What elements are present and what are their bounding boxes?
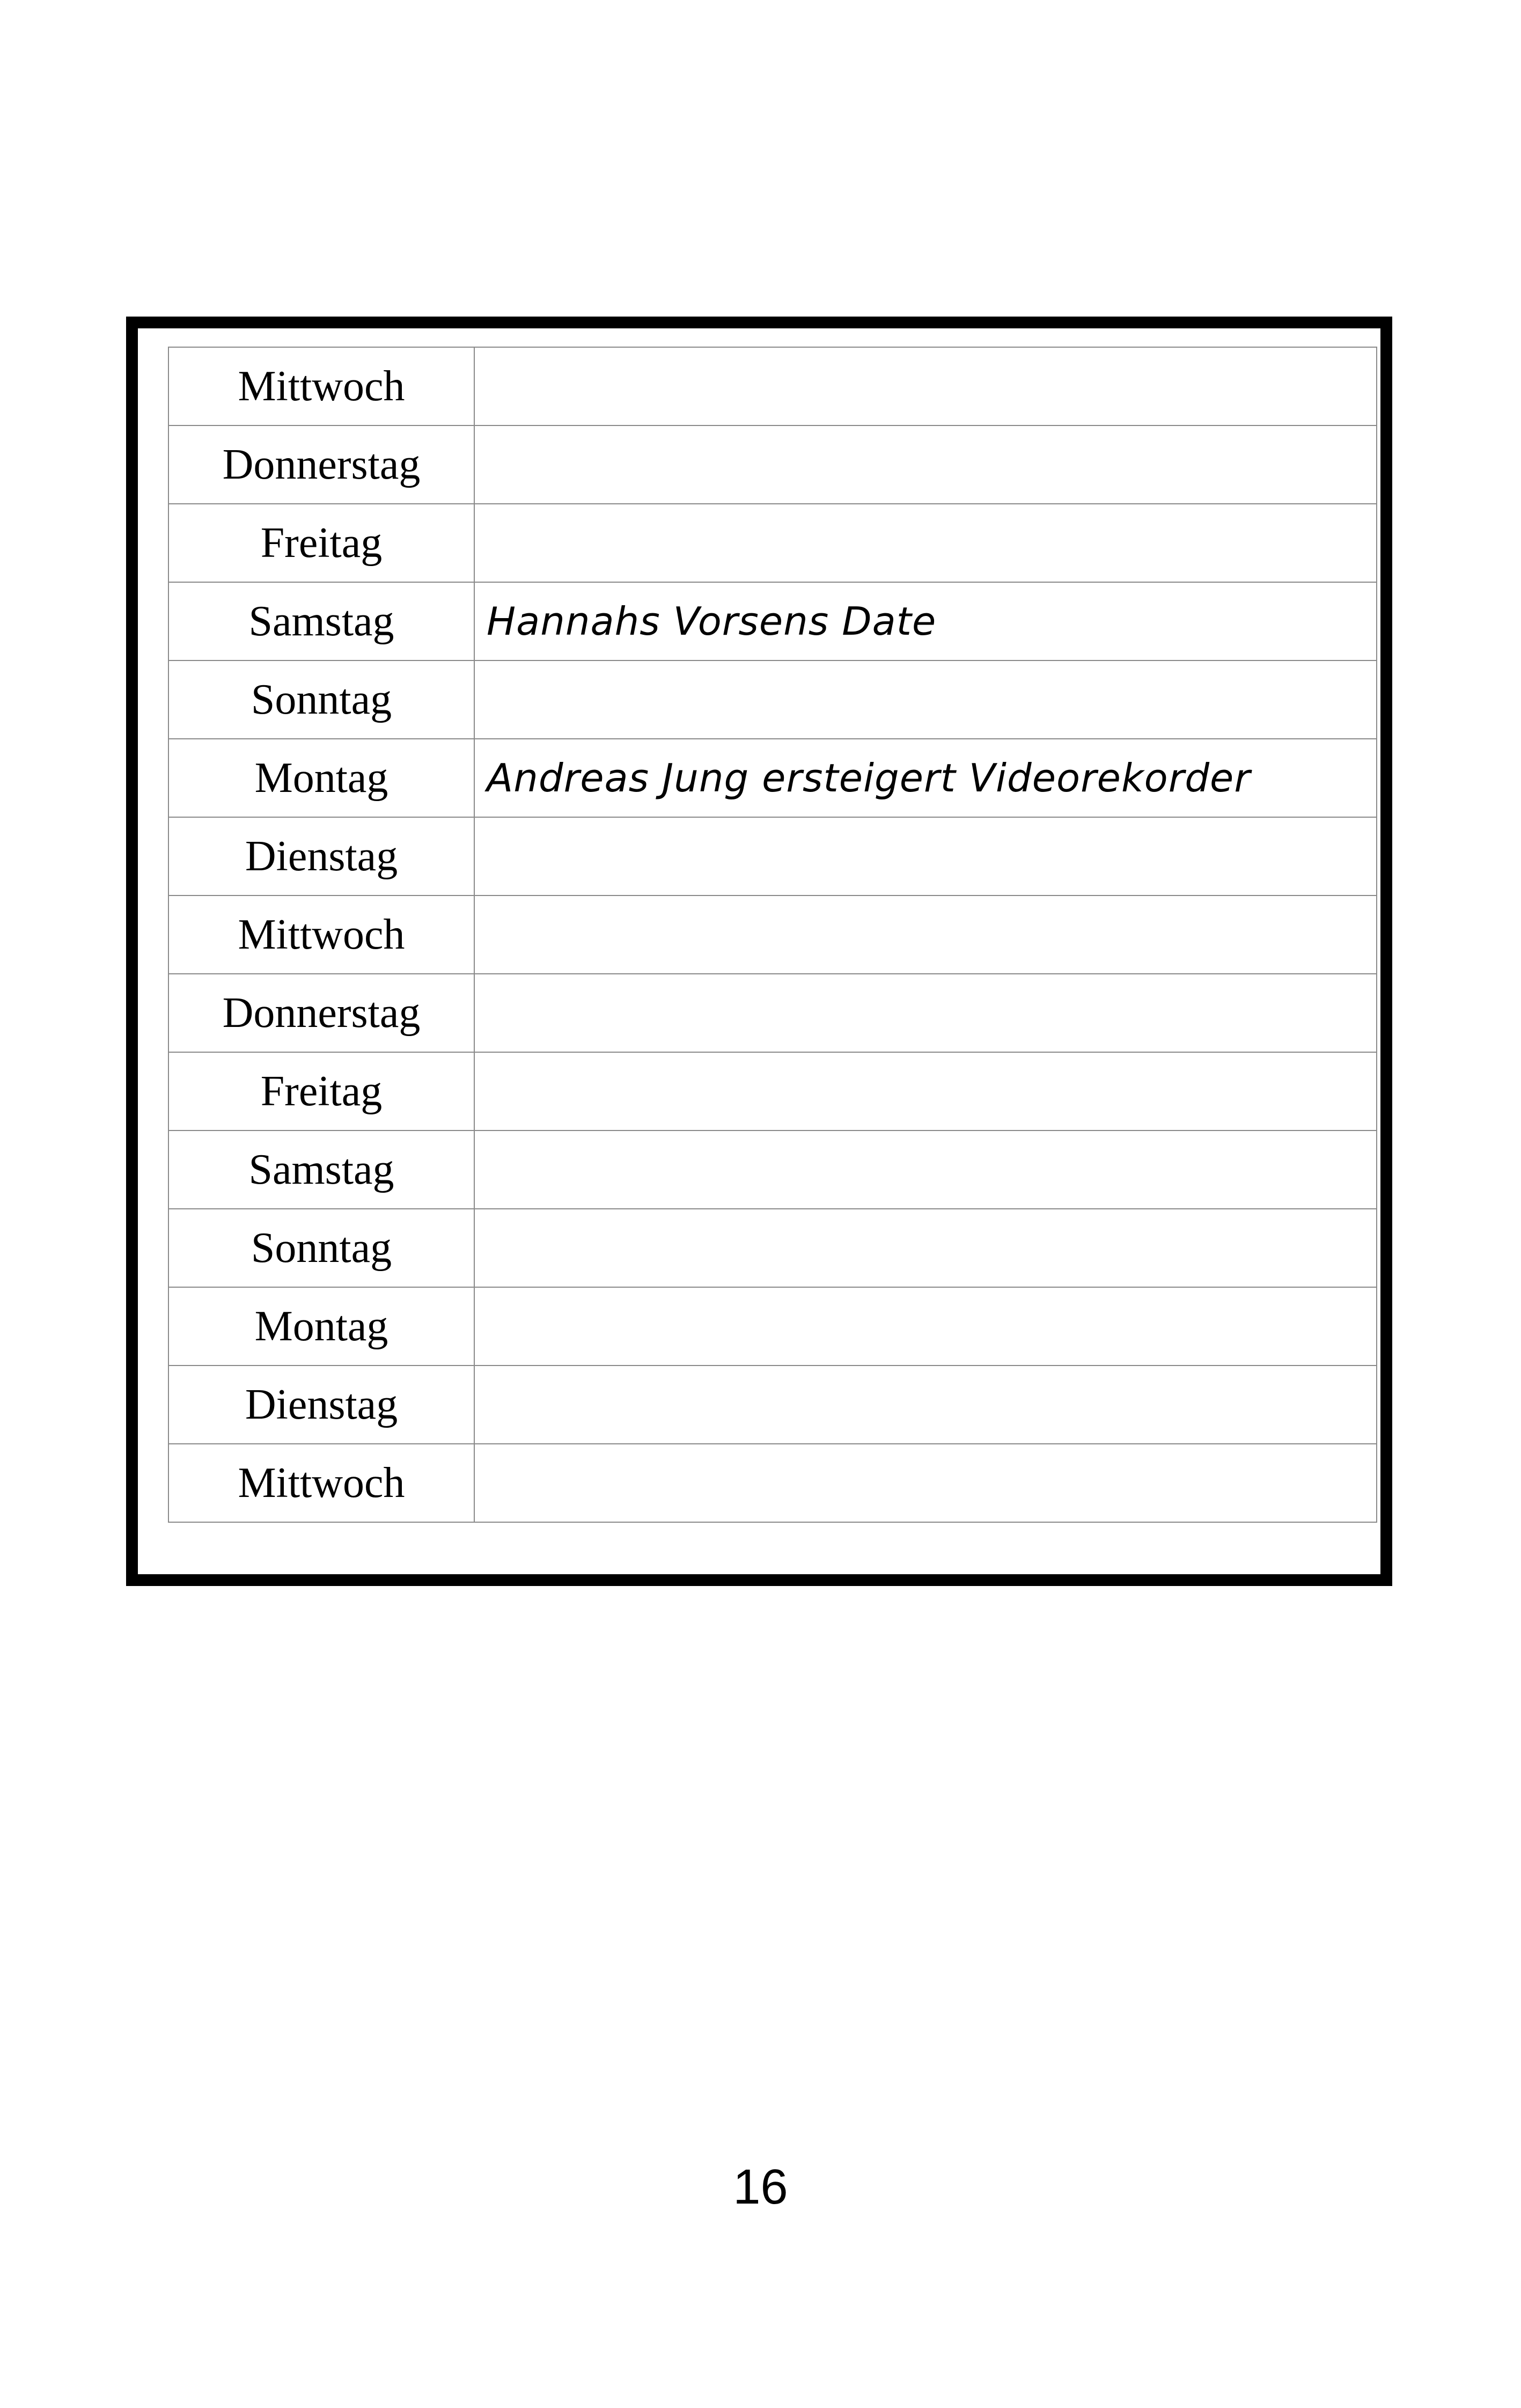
day-label: Dienstag xyxy=(168,1365,474,1444)
note-cell xyxy=(474,425,1377,504)
table-row xyxy=(168,895,1377,974)
day-label: Montag xyxy=(168,739,474,817)
table-row xyxy=(168,504,1377,582)
table-row xyxy=(168,1209,1377,1287)
note-cell xyxy=(474,1287,1377,1365)
day-label: Samstag xyxy=(168,582,474,660)
day-label: Sonntag xyxy=(168,660,474,739)
note-cell xyxy=(474,1365,1377,1444)
note-cell xyxy=(474,1052,1377,1130)
note-cell xyxy=(474,660,1377,739)
day-label: Mittwoch xyxy=(168,895,474,974)
note-cell xyxy=(474,817,1377,895)
table-row xyxy=(168,425,1377,504)
table-row xyxy=(168,582,1377,660)
table-row xyxy=(168,1052,1377,1130)
day-label: Mittwoch xyxy=(168,347,474,425)
planner-frame xyxy=(126,317,1392,1586)
note-cell xyxy=(474,1130,1377,1209)
day-label: Donnerstag xyxy=(168,425,474,504)
table-row xyxy=(168,1444,1377,1522)
table-row xyxy=(168,1287,1377,1365)
table-row xyxy=(168,347,1377,425)
day-label: Montag xyxy=(168,1287,474,1365)
day-label: Mittwoch xyxy=(168,1444,474,1522)
page-number: 16 xyxy=(733,2160,788,2214)
note-cell xyxy=(474,504,1377,582)
note-cell xyxy=(474,1444,1377,1522)
day-label: Dienstag xyxy=(168,817,474,895)
day-label: Freitag xyxy=(168,1052,474,1130)
table-row xyxy=(168,660,1377,739)
note-cell: Andreas Jung ersteigert Videorekorder xyxy=(474,739,1377,817)
day-label: Samstag xyxy=(168,1130,474,1209)
day-label: Freitag xyxy=(168,504,474,582)
table-row xyxy=(168,817,1377,895)
note-cell xyxy=(474,895,1377,974)
day-label: Sonntag xyxy=(168,1209,474,1287)
table-row xyxy=(168,1365,1377,1444)
table-row xyxy=(168,739,1377,817)
day-label: Donnerstag xyxy=(168,974,474,1052)
note-cell xyxy=(474,974,1377,1052)
note-cell xyxy=(474,1209,1377,1287)
table-row xyxy=(168,974,1377,1052)
note-cell: Hannahs Vorsens Date xyxy=(474,582,1377,660)
table-row xyxy=(168,1130,1377,1209)
planner-table xyxy=(168,347,1377,1523)
note-cell xyxy=(474,347,1377,425)
